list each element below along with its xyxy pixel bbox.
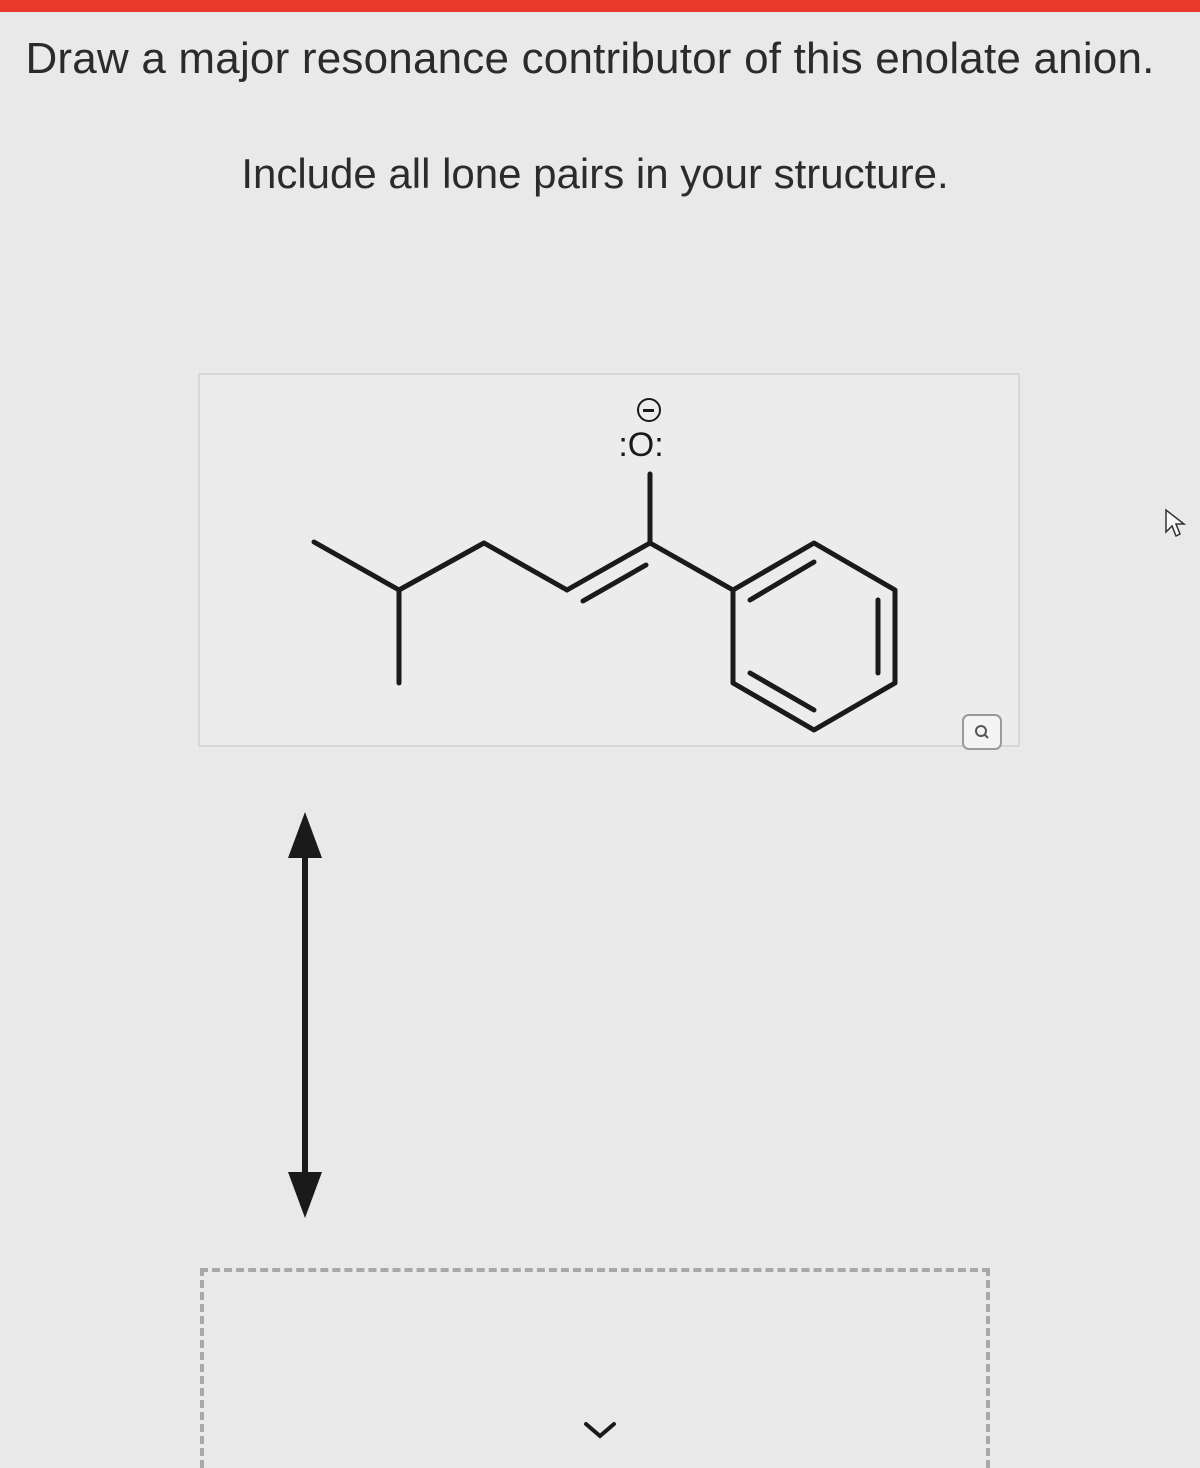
chevron-down-icon[interactable] <box>580 1420 620 1444</box>
question-title: Draw a major resonance contributor of this enolate anion. <box>25 34 1155 83</box>
oxygen-atom-label: :O: <box>618 426 664 464</box>
question-instructions: Include all lone pairs in your structure. <box>241 150 949 197</box>
pointer-cursor-icon <box>1162 508 1190 540</box>
